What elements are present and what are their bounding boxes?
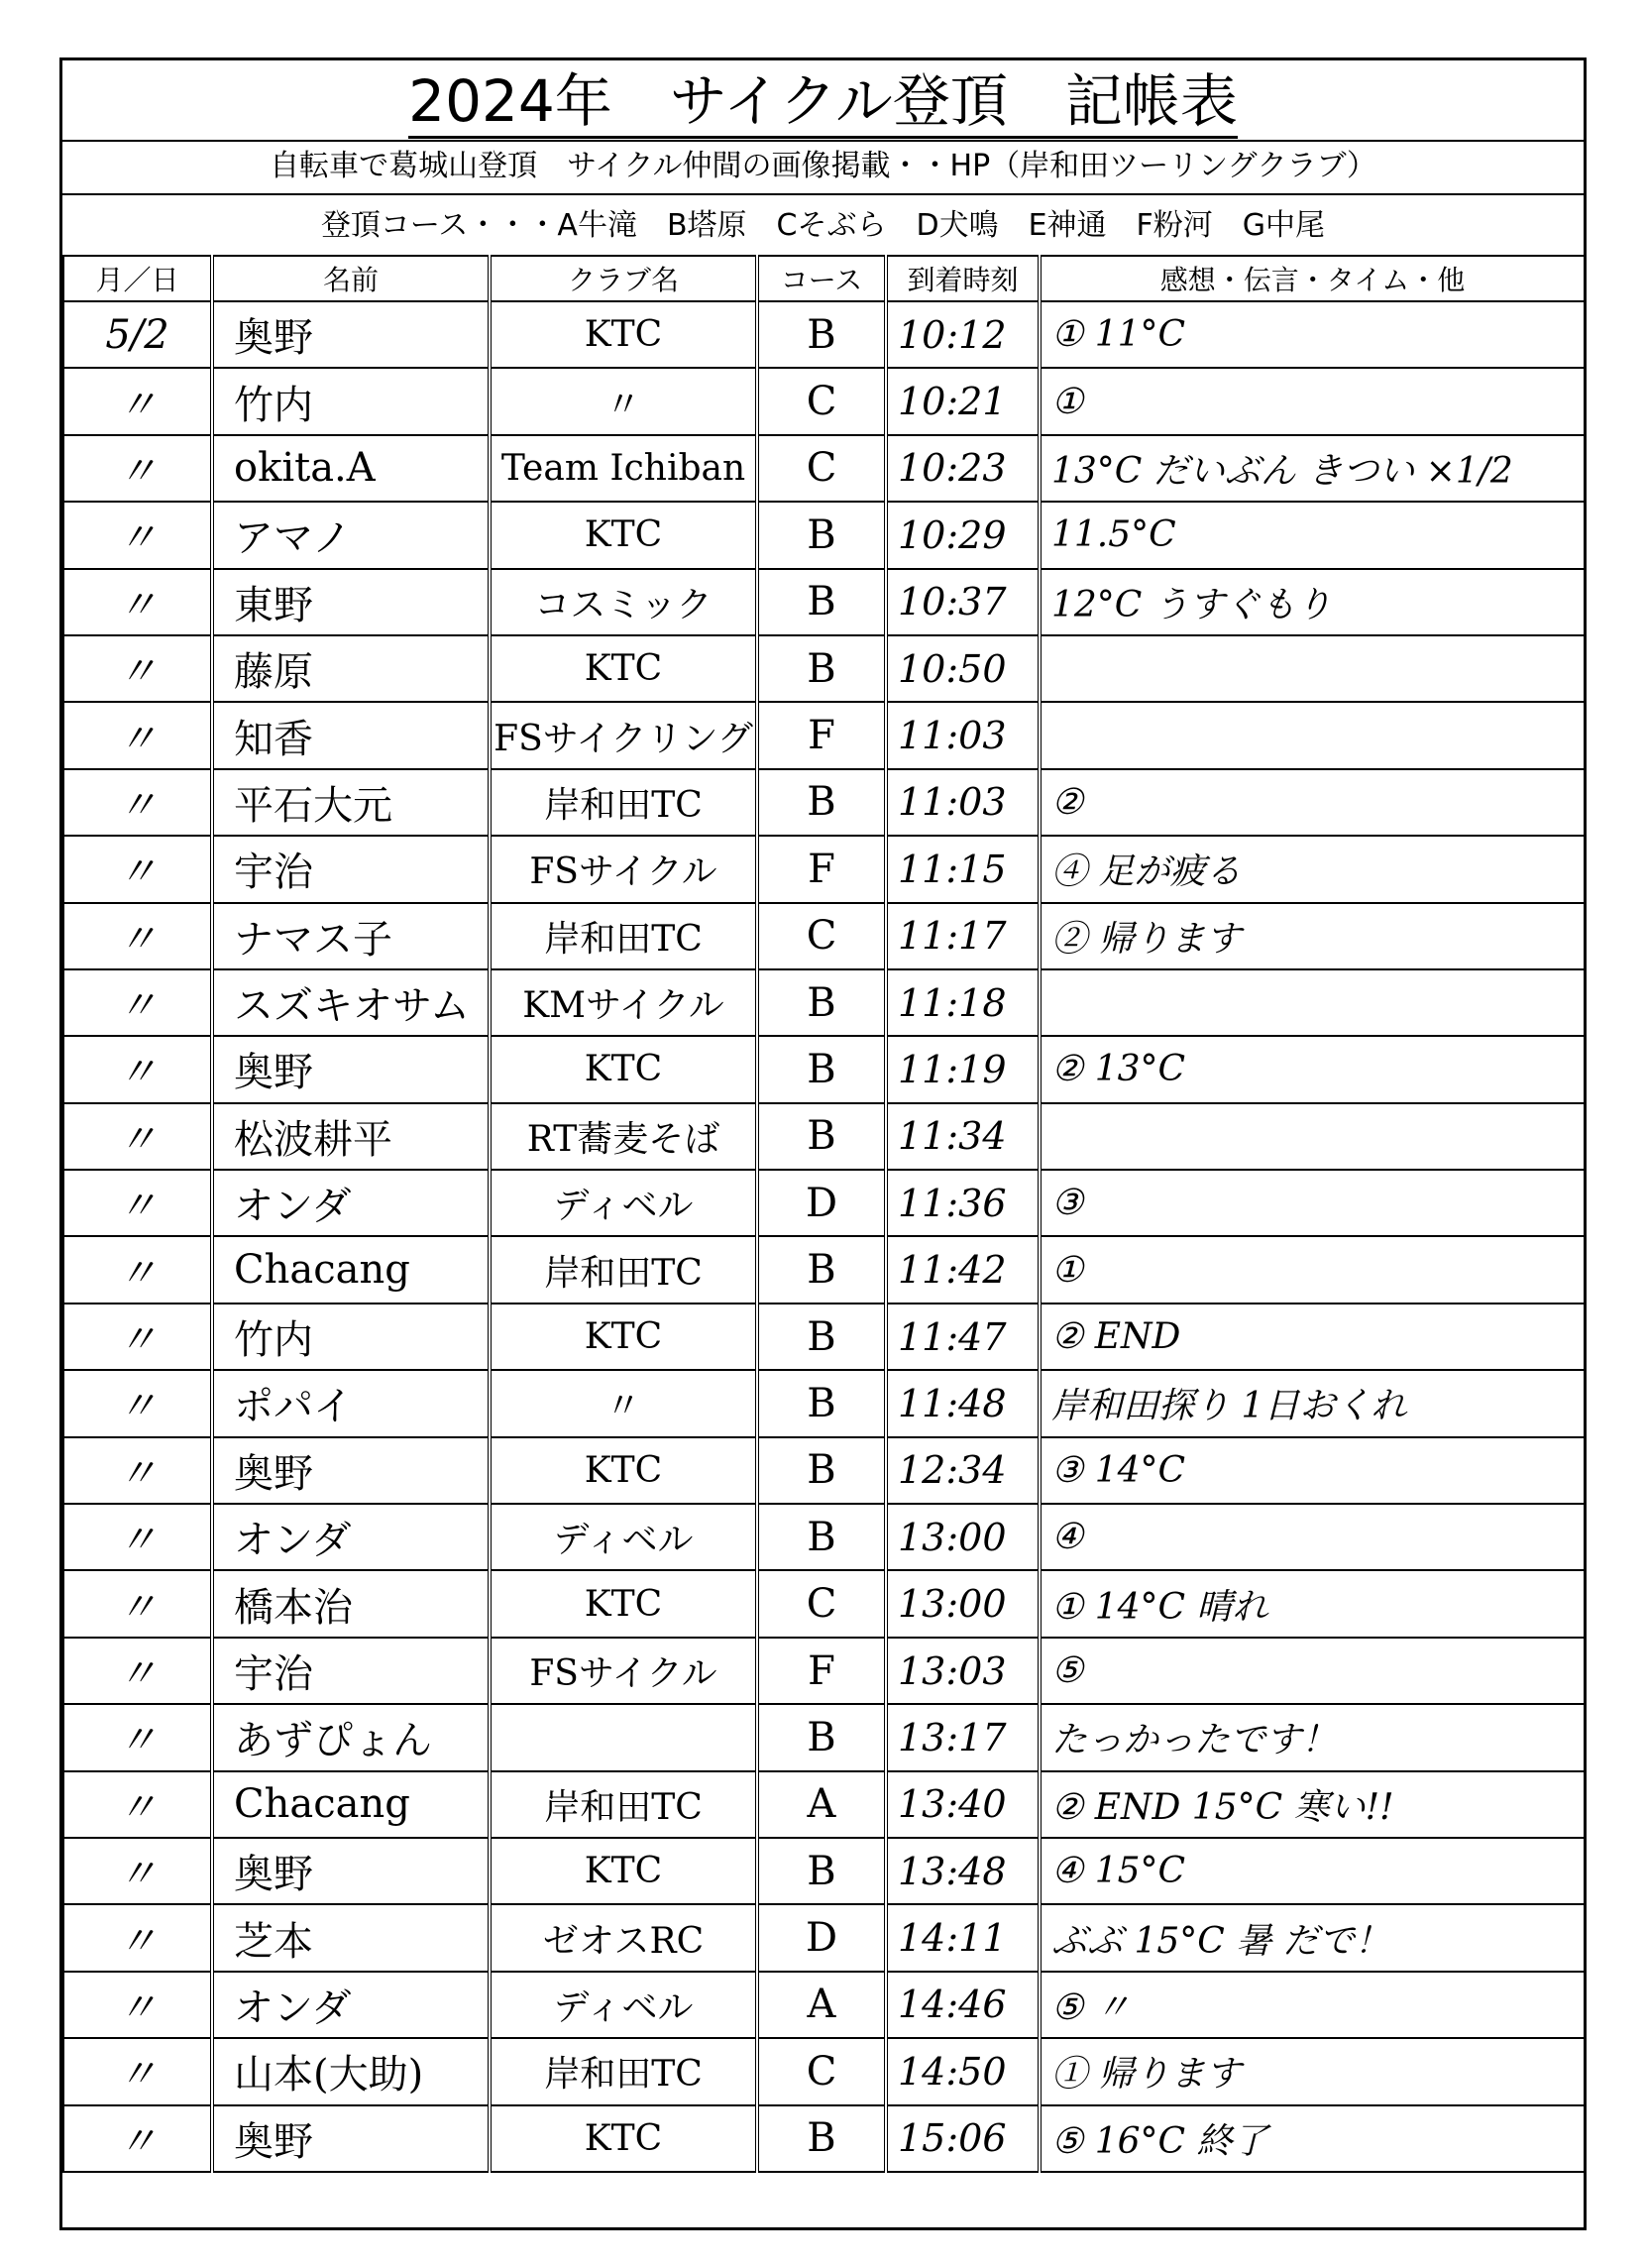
cell-time: 11:47: [886, 1304, 1040, 1370]
cell-club: 岸和田TC: [490, 1236, 757, 1303]
cell-note: ①: [1040, 368, 1585, 434]
cell-name: 松波耕平: [212, 1103, 490, 1170]
cell-date: 〃: [63, 1504, 212, 1570]
cell-name: あずぴょん: [212, 1704, 490, 1770]
cell-time: 11:42: [886, 1236, 1040, 1303]
cell-time: 13:48: [886, 1838, 1040, 1904]
cell-course: B: [757, 1437, 886, 1504]
table-row: [63, 1904, 1585, 1971]
header-club: クラブ名: [490, 256, 757, 301]
table-row: [63, 2105, 1585, 2172]
table-row: [63, 1170, 1585, 1236]
cell-note: ② END: [1040, 1304, 1585, 1370]
cell-date: 〃: [63, 1437, 212, 1504]
cell-club: ディベル: [490, 1972, 757, 2038]
table-row: [63, 1570, 1585, 1637]
cell-note: ⑤ 16°C 終了: [1040, 2105, 1585, 2172]
table-row: [63, 769, 1585, 836]
table-row: [63, 1304, 1585, 1370]
cell-date: 〃: [63, 1570, 212, 1637]
cell-note: ③: [1040, 1170, 1585, 1236]
cell-course: B: [757, 1838, 886, 1904]
cell-club: コスミック: [490, 569, 757, 635]
cell-note: ④: [1040, 1504, 1585, 1570]
cell-course: D: [757, 1170, 886, 1236]
cell-name: Chacang: [212, 1236, 490, 1303]
cell-date: 〃: [63, 903, 212, 969]
cell-time: 11:03: [886, 702, 1040, 768]
cell-time: 10:23: [886, 435, 1040, 502]
header-note: 感想・伝言・タイム・他: [1040, 256, 1585, 301]
cell-club: ディベル: [490, 1504, 757, 1570]
cell-name: 平石大元: [212, 769, 490, 836]
cell-club: RT蕎麦そば: [490, 1103, 757, 1170]
cell-date: 〃: [63, 1638, 212, 1704]
cell-club: KTC: [490, 1036, 757, 1102]
cell-club: 岸和田TC: [490, 903, 757, 969]
sheet-title: 2024年 サイクル登頂 記帳表: [408, 66, 1238, 139]
cell-time: 10:37: [886, 569, 1040, 635]
cell-name: ポパイ: [212, 1370, 490, 1436]
cell-name: 知香: [212, 702, 490, 768]
cell-note: たっかったです！: [1040, 1704, 1585, 1770]
cell-club: KTC: [490, 1304, 757, 1370]
cell-name: 奥野: [212, 2105, 490, 2172]
table-row: [63, 1638, 1585, 1704]
cell-note: ② 13°C: [1040, 1036, 1585, 1102]
cell-name: オンダ: [212, 1504, 490, 1570]
cell-date: 〃: [63, 702, 212, 768]
cell-club: KTC: [490, 1437, 757, 1504]
cell-course: B: [757, 502, 886, 568]
cell-note: ① 帰ります: [1040, 2038, 1585, 2104]
header-time: 到着時刻: [886, 256, 1040, 301]
cell-note: ぶぶ 15°C 暑 だで！: [1040, 1904, 1585, 1971]
cell-name: 藤原: [212, 635, 490, 702]
cell-course: B: [757, 1504, 886, 1570]
cell-date: 〃: [63, 368, 212, 434]
cell-date: 〃: [63, 1972, 212, 2038]
cell-name: 宇治: [212, 836, 490, 902]
cell-club: KTC: [490, 301, 757, 368]
cell-time: 10:21: [886, 368, 1040, 434]
cell-course: C: [757, 368, 886, 434]
cell-date: 〃: [63, 1170, 212, 1236]
cell-time: 11:36: [886, 1170, 1040, 1236]
cell-course: B: [757, 969, 886, 1036]
table-row: [63, 702, 1585, 768]
cell-time: 13:17: [886, 1704, 1040, 1770]
table-row: [63, 569, 1585, 635]
cell-note: ③ 14°C: [1040, 1437, 1585, 1504]
cell-course: F: [757, 836, 886, 902]
cell-note: [1040, 1103, 1585, 1170]
cell-date: 〃: [63, 569, 212, 635]
cell-name: 竹内: [212, 368, 490, 434]
cell-course: F: [757, 1638, 886, 1704]
cell-note: ⑤ 〃: [1040, 1972, 1585, 2038]
cell-name: スズキオサム: [212, 969, 490, 1036]
cell-date: 〃: [63, 1236, 212, 1303]
course-legend: 登頂コース・・・A牛滝 B塔原 Cそぶら D犬鳴 E神通 F粉河 G中尾: [320, 208, 1326, 243]
cell-time: 12:34: [886, 1437, 1040, 1504]
cell-club: [490, 1704, 757, 1770]
cell-name: 山本(大助): [212, 2038, 490, 2104]
cell-note: ⑤: [1040, 1638, 1585, 1704]
cell-note: ④ 足が疲る: [1040, 836, 1585, 902]
table-row: [63, 435, 1585, 502]
cell-time: 11:03: [886, 769, 1040, 836]
cell-note: ① 11°C: [1040, 301, 1585, 368]
cell-club: KMサイクル: [490, 969, 757, 1036]
cell-club: 岸和田TC: [490, 2038, 757, 2104]
cell-course: B: [757, 1036, 886, 1102]
cell-club: FSサイクル: [490, 1638, 757, 1704]
table-header-row: [63, 256, 1585, 301]
cell-club: 〃: [490, 1370, 757, 1436]
cell-club: KTC: [490, 1570, 757, 1637]
table-row: [63, 368, 1585, 434]
cell-date: 〃: [63, 1103, 212, 1170]
cell-time: 14:50: [886, 2038, 1040, 2104]
cell-club: 岸和田TC: [490, 769, 757, 836]
cell-note: ② END 15°C 寒い!!: [1040, 1771, 1585, 1838]
cell-time: 11:34: [886, 1103, 1040, 1170]
header-course: コース: [757, 256, 886, 301]
cell-course: B: [757, 301, 886, 368]
cell-course: B: [757, 1236, 886, 1303]
cell-name: オンダ: [212, 1972, 490, 2038]
cell-course: B: [757, 1370, 886, 1436]
cell-date: 〃: [63, 502, 212, 568]
cell-date: 〃: [63, 2105, 212, 2172]
cell-date: 〃: [63, 969, 212, 1036]
cell-name: 奥野: [212, 301, 490, 368]
cell-course: A: [757, 1771, 886, 1838]
cell-time: 15:06: [886, 2105, 1040, 2172]
cell-club: ディベル: [490, 1170, 757, 1236]
table-row: [63, 301, 1585, 368]
cell-note: ④ 15°C: [1040, 1838, 1585, 1904]
table-row: [63, 1838, 1585, 1904]
cell-club: KTC: [490, 502, 757, 568]
cell-time: 11:18: [886, 969, 1040, 1036]
cell-club: KTC: [490, 635, 757, 702]
register-table: [62, 255, 1586, 2173]
header-name: 名前: [212, 256, 490, 301]
cell-time: 14:11: [886, 1904, 1040, 1971]
cell-date: 〃: [63, 1704, 212, 1770]
cell-name: 奥野: [212, 1036, 490, 1102]
cell-name: okita.A: [212, 435, 490, 502]
cell-date: 〃: [63, 2038, 212, 2104]
cell-name: 橋本治: [212, 1570, 490, 1637]
cell-name: アマノ: [212, 502, 490, 568]
cell-club: FSサイクリング: [490, 702, 757, 768]
table-body: [63, 301, 1585, 2172]
cell-name: Chacang: [212, 1771, 490, 1838]
table-row: [63, 1236, 1585, 1303]
sheet-subtitle: 自転車で葛城山登頂 サイクル仲間の画像掲載・・HP（岸和田ツーリングクラブ）: [62, 140, 1584, 195]
cell-name: オンダ: [212, 1170, 490, 1236]
cell-note: [1040, 969, 1585, 1036]
table-row: [63, 1704, 1585, 1770]
cell-course: B: [757, 1103, 886, 1170]
cell-course: D: [757, 1904, 886, 1971]
table-row: [63, 2038, 1585, 2104]
cell-name: 奥野: [212, 1838, 490, 1904]
cell-club: KTC: [490, 1838, 757, 1904]
cell-club: FSサイクル: [490, 836, 757, 902]
cell-note: 岸和田探り 1日おくれ: [1040, 1370, 1585, 1436]
table-row: [63, 1771, 1585, 1838]
register-sheet: [59, 57, 1587, 2230]
cell-time: 13:40: [886, 1771, 1040, 1838]
table-row: [63, 1370, 1585, 1436]
cell-date: 〃: [63, 1304, 212, 1370]
cell-club: 岸和田TC: [490, 1771, 757, 1838]
cell-course: B: [757, 1704, 886, 1770]
cell-course: B: [757, 1304, 886, 1370]
cell-course: C: [757, 435, 886, 502]
cell-date: 〃: [63, 1904, 212, 1971]
cell-time: 11:17: [886, 903, 1040, 969]
cell-date: 〃: [63, 769, 212, 836]
cell-date: 〃: [63, 836, 212, 902]
cell-course: B: [757, 569, 886, 635]
table-row: [63, 1036, 1585, 1102]
cell-time: 14:46: [886, 1972, 1040, 2038]
cell-date: 〃: [63, 1370, 212, 1436]
cell-date: 〃: [63, 1838, 212, 1904]
cell-time: 10:50: [886, 635, 1040, 702]
table-row: [63, 635, 1585, 702]
cell-date: 〃: [63, 435, 212, 502]
cell-time: 10:29: [886, 502, 1040, 568]
cell-course: C: [757, 1570, 886, 1637]
cell-name: 宇治: [212, 1638, 490, 1704]
cell-note: ①: [1040, 1236, 1585, 1303]
header-date: 月／日: [63, 256, 212, 301]
cell-time: 11:48: [886, 1370, 1040, 1436]
cell-date: 〃: [63, 1771, 212, 1838]
table-row: [63, 1103, 1585, 1170]
cell-club: ゼオスRC: [490, 1904, 757, 1971]
cell-club: Team Ichiban: [490, 435, 757, 502]
table-row: [63, 1504, 1585, 1570]
cell-time: 11:15: [886, 836, 1040, 902]
table-row: [63, 836, 1585, 902]
cell-name: 奥野: [212, 1437, 490, 1504]
table-row: [63, 1972, 1585, 2038]
cell-time: 11:19: [886, 1036, 1040, 1102]
table-row: [63, 903, 1585, 969]
cell-note: ① 14°C 晴れ: [1040, 1570, 1585, 1637]
cell-name: 東野: [212, 569, 490, 635]
table-row: [63, 502, 1585, 568]
cell-name: 芝本: [212, 1904, 490, 1971]
table-row: [63, 1437, 1585, 1504]
cell-note: 12°C うすぐもり: [1040, 569, 1585, 635]
cell-name: 竹内: [212, 1304, 490, 1370]
cell-club: 〃: [490, 368, 757, 434]
cell-time: 10:12: [886, 301, 1040, 368]
cell-course: B: [757, 769, 886, 836]
cell-note: [1040, 635, 1585, 702]
sheet-title-bar: [62, 60, 1584, 142]
cell-course: C: [757, 903, 886, 969]
cell-note: 11.5°C: [1040, 502, 1585, 568]
cell-date: 〃: [63, 635, 212, 702]
cell-note: 13°C だいぶん きつい ×1/2: [1040, 435, 1585, 502]
cell-name: ナマス子: [212, 903, 490, 969]
cell-course: C: [757, 2038, 886, 2104]
cell-time: 13:03: [886, 1638, 1040, 1704]
cell-course: F: [757, 702, 886, 768]
cell-note: ② 帰ります: [1040, 903, 1585, 969]
cell-note: [1040, 702, 1585, 768]
cell-date: 〃: [63, 1036, 212, 1102]
cell-date: 5/2: [63, 301, 212, 368]
table-row: [63, 969, 1585, 1036]
cell-club: KTC: [490, 2105, 757, 2172]
cell-time: 13:00: [886, 1504, 1040, 1570]
cell-note: ②: [1040, 769, 1585, 836]
cell-time: 13:00: [886, 1570, 1040, 1637]
cell-course: B: [757, 635, 886, 702]
cell-course: B: [757, 2105, 886, 2172]
cell-course: A: [757, 1972, 886, 2038]
